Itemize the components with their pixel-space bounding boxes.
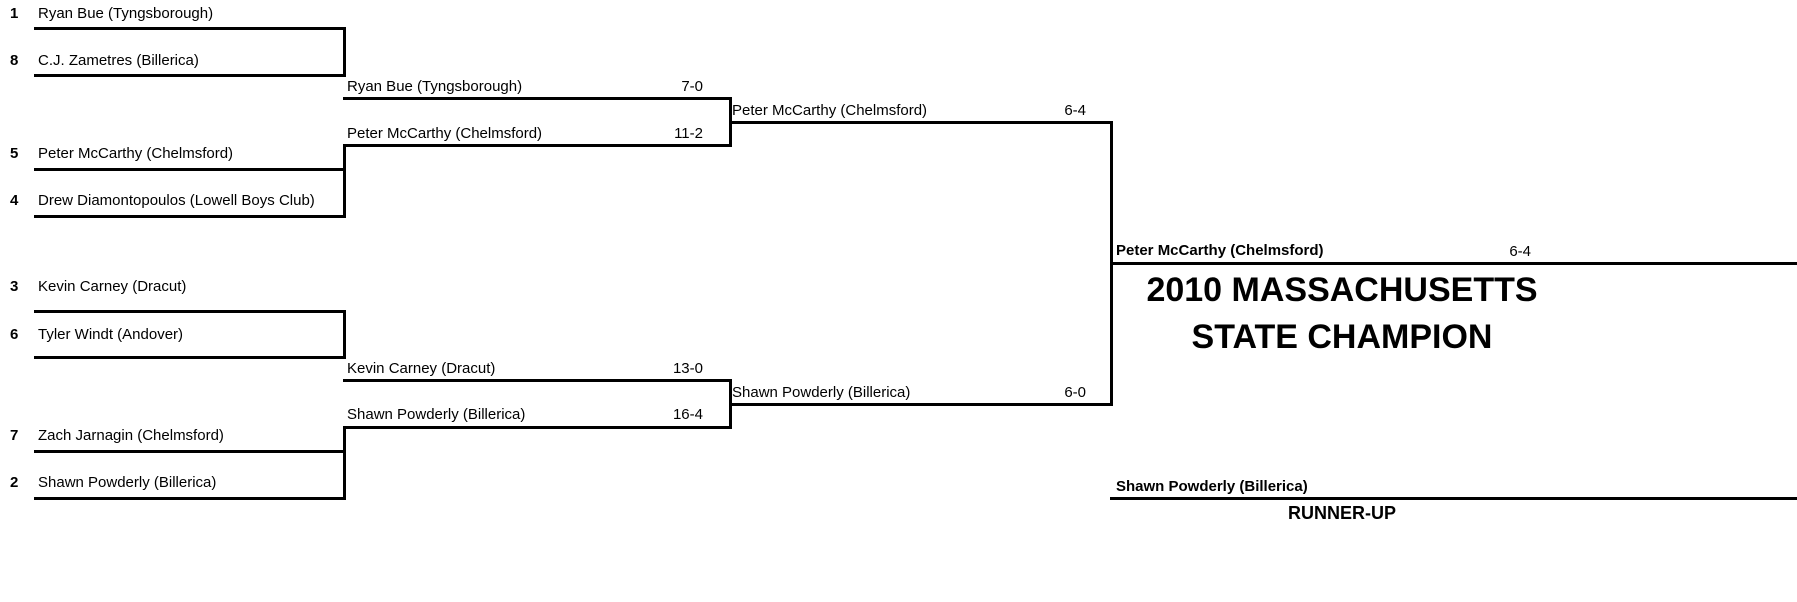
competitor-name: Tyler Windt (Andover) <box>38 326 184 343</box>
seed-number: 2 <box>10 474 19 491</box>
bracket-line <box>34 310 346 313</box>
bracket-connector <box>343 145 346 218</box>
bracket-line <box>343 426 732 429</box>
bracket-line <box>34 74 346 77</box>
champion-title-line2: STATE CHAMPION <box>1191 318 1493 356</box>
bracket-line <box>34 450 346 453</box>
bracket-line <box>729 403 1113 406</box>
bracket-line <box>343 144 732 147</box>
bracket-connector <box>343 427 346 500</box>
champion-name: Peter McCarthy (Chelmsford) <box>1116 242 1324 259</box>
bracket-connector <box>343 310 346 359</box>
match-score: 11-2 <box>674 125 703 142</box>
bracket-line <box>343 97 732 100</box>
competitor-name: Peter McCarthy (Chelmsford) <box>732 102 928 119</box>
match-score: 6-4 <box>1064 102 1086 119</box>
seed-number: 4 <box>10 192 19 209</box>
bracket-line <box>34 168 346 171</box>
runner-up-label: RUNNER-UP <box>1288 503 1396 523</box>
runner-up-name: Shawn Powderly (Billerica) <box>1116 478 1308 495</box>
competitor-name: Kevin Carney (Dracut) <box>38 278 187 295</box>
competitor-name: Kevin Carney (Dracut) <box>347 360 496 377</box>
competitor-name: Drew Diamontopoulos (Lowell Boys Club) <box>38 192 315 209</box>
bracket-line <box>34 356 346 359</box>
bracket-line <box>729 121 1113 124</box>
seed-number: 5 <box>10 145 19 162</box>
seed-number: 1 <box>10 5 19 22</box>
seed-number: 3 <box>10 278 19 295</box>
competitor-name: Zach Jarnagin (Chelmsford) <box>38 427 224 444</box>
bracket-line <box>1110 497 1797 500</box>
competitor-name: Shawn Powderly (Billerica) <box>732 384 911 401</box>
seed-number: 7 <box>10 427 19 444</box>
seed-number: 8 <box>10 52 19 69</box>
competitor-name: Peter McCarthy (Chelmsford) <box>347 125 543 142</box>
competitor-name: Shawn Powderly (Billerica) <box>38 474 217 491</box>
competitor-name: Ryan Bue (Tyngsborough) <box>38 5 214 22</box>
competitor-name: Ryan Bue (Tyngsborough) <box>347 78 523 95</box>
bracket-line <box>34 215 346 218</box>
match-score: 7-0 <box>681 78 703 95</box>
competitor-name: C.J. Zametres (Billerica) <box>38 52 199 69</box>
champion-title-line1: 2010 MASSACHUSETTS <box>1146 271 1538 309</box>
bracket-connector <box>343 27 346 77</box>
bracket-line <box>34 27 346 30</box>
seed-number: 6 <box>10 326 19 343</box>
bracket-line <box>343 379 732 382</box>
bracket-line <box>1110 262 1797 265</box>
competitor-name: Peter McCarthy (Chelmsford) <box>38 145 234 162</box>
match-score: 13-0 <box>672 360 703 377</box>
competitor-name: Shawn Powderly (Billerica) <box>347 406 526 423</box>
match-score: 6-0 <box>1064 384 1086 401</box>
champion-score: 6-4 <box>1509 243 1531 260</box>
bracket-line <box>34 497 346 500</box>
match-score: 16-4 <box>672 406 703 423</box>
